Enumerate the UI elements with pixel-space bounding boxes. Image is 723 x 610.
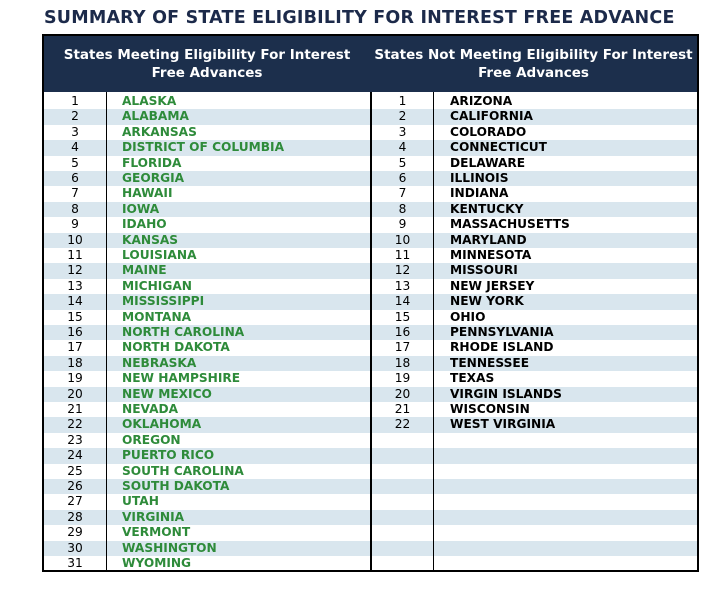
state-name: PUERTO RICO — [122, 448, 215, 463]
row-number: 5 — [398, 155, 407, 170]
meeting-row — [44, 541, 370, 556]
not-meeting-row — [372, 371, 697, 386]
row-number: 3 — [71, 124, 79, 139]
state-name: TENNESSEE — [450, 355, 530, 370]
not-meeting-row — [372, 279, 697, 294]
not-meeting-row — [372, 125, 697, 140]
state-name: MAINE — [122, 263, 167, 278]
meeting-row — [44, 325, 370, 340]
row-number: 14 — [67, 294, 83, 309]
row-number: 9 — [71, 217, 79, 232]
state-name: MISSOURI — [450, 263, 518, 278]
state-name: MINNESOTA — [450, 248, 532, 262]
state-name: OHIO — [450, 309, 486, 324]
state-name: ALASKA — [122, 94, 177, 108]
not-meeting-row — [372, 417, 697, 432]
not-meeting-row — [372, 109, 697, 124]
not-meeting-row — [372, 294, 697, 309]
meeting-row — [44, 556, 370, 571]
row-number: 12 — [394, 263, 411, 278]
meeting-row — [44, 156, 370, 171]
state-name: LOUISIANA — [122, 248, 197, 262]
not-meeting-row — [372, 494, 697, 509]
row-number: 2 — [398, 109, 407, 124]
state-name: IOWA — [122, 201, 160, 216]
not-meeting-row — [372, 340, 697, 355]
not-meeting-row — [372, 510, 697, 525]
row-number: 1 — [398, 94, 407, 108]
state-name: WASHINGTON — [122, 540, 217, 555]
row-number: 20 — [67, 386, 83, 401]
not-meeting-row — [372, 186, 697, 201]
row-number: 5 — [71, 155, 79, 170]
meeting-row — [44, 248, 370, 263]
not-meeting-row — [372, 94, 697, 109]
row-number: 15 — [67, 309, 83, 324]
meeting-row — [44, 294, 370, 309]
state-name: RHODE ISLAND — [450, 340, 554, 355]
state-name: WEST VIRGINIA — [450, 417, 556, 432]
not-meeting-row — [372, 263, 697, 278]
row-number: 3 — [398, 124, 407, 139]
state-name: VIRGIN ISLANDS — [450, 386, 562, 401]
row-number: 27 — [67, 494, 83, 509]
state-name: UTAH — [122, 494, 159, 509]
meeting-row — [44, 371, 370, 386]
row-number: 2 — [71, 109, 79, 124]
state-name: MONTANA — [122, 309, 192, 324]
table-header — [44, 36, 697, 92]
row-number: 4 — [398, 140, 407, 155]
meeting-row — [44, 494, 370, 509]
meeting-row — [44, 340, 370, 355]
meeting-column-header: States Meeting Eligibility For Interest Free Advances — [63, 47, 351, 81]
meeting-row — [44, 525, 370, 540]
row-number: 25 — [67, 463, 83, 478]
row-number: 9 — [398, 217, 407, 232]
state-name: CONNECTICUT — [450, 140, 547, 155]
row-number: 1 — [71, 94, 79, 108]
row-number: 15 — [394, 309, 411, 324]
meeting-row — [44, 402, 370, 417]
state-name: NEW HAMPSHIRE — [122, 371, 241, 386]
state-name: NEBRASKA — [122, 355, 197, 370]
row-number: 7 — [71, 186, 79, 201]
not-meeting-row — [372, 525, 697, 540]
row-number: 21 — [394, 402, 411, 416]
not-meeting-row — [372, 171, 697, 186]
not-meeting-row — [372, 310, 697, 325]
meeting-row — [44, 310, 370, 325]
row-number: 8 — [398, 201, 407, 216]
state-name: GEORGIA — [122, 171, 185, 185]
not-meeting-row — [372, 217, 697, 232]
row-number: 6 — [71, 171, 79, 185]
row-number: 12 — [67, 263, 83, 278]
meeting-row — [44, 109, 370, 124]
row-number: 16 — [67, 325, 83, 339]
meeting-row — [44, 233, 370, 248]
row-number: 18 — [394, 355, 411, 370]
state-name: SOUTH DAKOTA — [122, 479, 230, 493]
not-meeting-row — [372, 202, 697, 217]
not-meeting-row — [372, 541, 697, 556]
row-number: 21 — [67, 402, 83, 416]
row-number: 19 — [67, 371, 83, 386]
state-name: ILLINOIS — [450, 171, 509, 185]
state-name: TEXAS — [450, 371, 495, 386]
meeting-row — [44, 448, 370, 463]
meeting-row — [44, 171, 370, 186]
state-name: MARYLAND — [450, 232, 527, 247]
meeting-row — [44, 479, 370, 494]
state-name: VIRGINIA — [122, 509, 185, 524]
state-name: FLORIDA — [122, 155, 182, 170]
state-name: WYOMING — [122, 556, 192, 570]
meeting-row — [44, 387, 370, 402]
state-name: SOUTH CAROLINA — [122, 463, 244, 478]
state-name: ALABAMA — [122, 109, 189, 124]
column-divider — [106, 92, 107, 570]
state-name: PENNSYLVANIA — [450, 325, 554, 339]
state-name: ARKANSAS — [122, 124, 197, 139]
row-number: 8 — [71, 201, 79, 216]
state-name: NEW MEXICO — [122, 386, 212, 401]
row-number: 13 — [394, 278, 411, 293]
not-meeting-row — [372, 233, 697, 248]
state-name: COLORADO — [450, 124, 527, 139]
not-meeting-row — [372, 556, 697, 571]
state-name: IDAHO — [122, 217, 167, 232]
state-name: NORTH DAKOTA — [122, 340, 230, 355]
table-body — [44, 92, 697, 570]
state-name: KENTUCKY — [450, 201, 524, 216]
state-name: NEVADA — [122, 402, 179, 416]
meeting-row — [44, 202, 370, 217]
row-number: 4 — [71, 140, 79, 155]
row-number: 16 — [394, 325, 411, 339]
state-name: NEW JERSEY — [450, 278, 535, 293]
row-number: 26 — [67, 479, 83, 493]
meeting-row — [44, 125, 370, 140]
state-name: WISCONSIN — [450, 402, 530, 416]
column-divider — [433, 92, 434, 570]
state-name: INDIANA — [450, 186, 509, 201]
row-number: 23 — [67, 432, 83, 447]
row-number: 13 — [67, 278, 83, 293]
meeting-row — [44, 186, 370, 201]
row-number: 22 — [67, 417, 83, 432]
state-name: HAWAII — [122, 186, 173, 201]
row-number: 19 — [394, 371, 411, 386]
row-number: 17 — [67, 340, 83, 355]
meeting-row — [44, 417, 370, 432]
not-meeting-row — [372, 248, 697, 263]
not-meeting-column-header: States Not Meeting Eligibility For Interest Free Advances — [374, 47, 693, 81]
row-number: 11 — [67, 248, 83, 262]
row-number: 24 — [67, 448, 83, 463]
meeting-row — [44, 510, 370, 525]
meeting-row — [44, 140, 370, 155]
row-number: 6 — [398, 171, 407, 185]
not-meeting-row — [372, 387, 697, 402]
row-number: 11 — [394, 248, 411, 262]
state-name: OREGON — [122, 432, 181, 447]
state-name: MISSISSIPPI — [122, 294, 205, 309]
not-meeting-row — [372, 325, 697, 340]
state-name: KANSAS — [122, 232, 179, 247]
page-title: SUMMARY OF STATE ELIGIBILITY FOR INTEREST FREE ADVANCE — [44, 8, 675, 28]
row-number: 31 — [67, 556, 83, 570]
meeting-row — [44, 279, 370, 294]
row-number: 30 — [67, 540, 83, 555]
row-number: 10 — [67, 232, 83, 247]
meeting-row — [44, 433, 370, 448]
meeting-row — [44, 263, 370, 278]
row-number: 22 — [394, 417, 411, 432]
row-number: 29 — [67, 525, 83, 540]
state-name: OKLAHOMA — [122, 417, 202, 432]
row-number: 20 — [394, 386, 411, 401]
meeting-row — [44, 464, 370, 479]
row-number: 10 — [394, 232, 411, 247]
state-name: MASSACHUSETTS — [450, 217, 570, 232]
state-name: NEW YORK — [450, 294, 524, 309]
not-meeting-row — [372, 433, 697, 448]
state-name: MICHIGAN — [122, 278, 192, 293]
not-meeting-row — [372, 464, 697, 479]
not-meeting-row — [372, 356, 697, 371]
state-name: DISTRICT OF COLUMBIA — [122, 140, 285, 155]
not-meeting-row — [372, 156, 697, 171]
column-divider — [370, 92, 372, 570]
state-name: CALIFORNIA — [450, 109, 533, 124]
row-number: 7 — [398, 186, 407, 201]
state-name: ARIZONA — [450, 94, 513, 108]
row-number: 28 — [67, 509, 83, 524]
state-name: DELAWARE — [450, 155, 526, 170]
state-name: VERMONT — [122, 525, 191, 540]
meeting-row — [44, 94, 370, 109]
row-number: 17 — [394, 340, 411, 355]
meeting-row — [44, 217, 370, 232]
not-meeting-row — [372, 402, 697, 417]
not-meeting-row — [372, 479, 697, 494]
row-number: 14 — [394, 294, 411, 309]
eligibility-table — [42, 34, 699, 572]
state-name: NORTH CAROLINA — [122, 325, 245, 339]
not-meeting-row — [372, 448, 697, 463]
not-meeting-row — [372, 140, 697, 155]
meeting-row — [44, 356, 370, 371]
row-number: 18 — [67, 355, 83, 370]
